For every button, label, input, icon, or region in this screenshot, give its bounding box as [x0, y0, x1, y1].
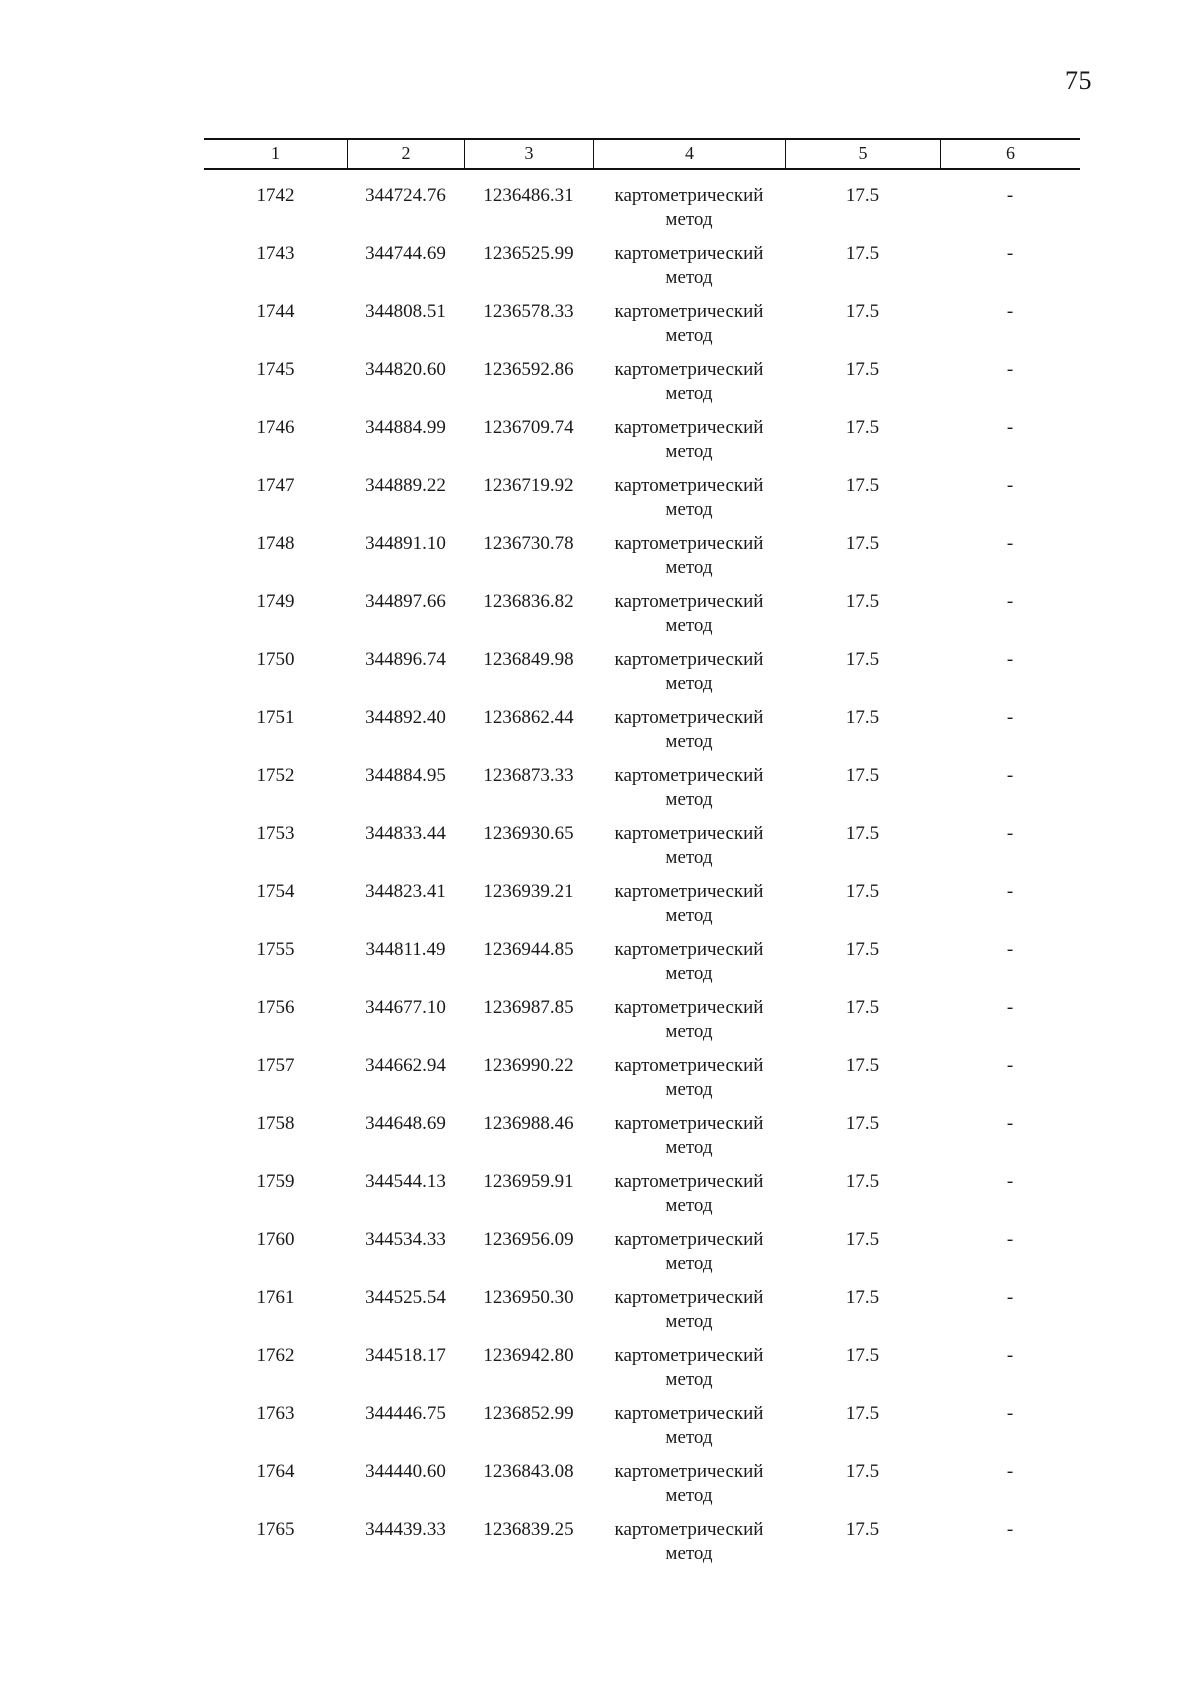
method-line-2: метод: [665, 499, 713, 520]
table-row: [204, 938, 1080, 996]
note-cell: -: [1006, 997, 1014, 1018]
precision-cell: 17.5: [845, 533, 880, 554]
method-cell: [593, 1170, 785, 1228]
x-coordinate-cell: 344662.94: [365, 1055, 446, 1076]
method-line-1: картометрический: [614, 707, 764, 728]
method-line-2: метод: [665, 209, 713, 230]
y-coordinate-cell: 1236843.08: [483, 1461, 574, 1482]
table-row: [204, 184, 1080, 242]
table-row: [204, 822, 1080, 880]
y-coordinate-cell: 1236987.85: [483, 997, 574, 1018]
point-number-cell: 1758: [256, 1113, 295, 1134]
column-header-2: 2: [347, 140, 464, 168]
table-row: [204, 416, 1080, 474]
method-cell: [593, 996, 785, 1054]
table-row: [204, 590, 1080, 648]
point-number-cell: 1747: [256, 475, 295, 496]
point-number-cell: 1743: [256, 243, 295, 264]
point-number-cell: 1744: [256, 301, 295, 322]
x-coordinate-cell: 344808.51: [365, 301, 446, 322]
method-line-2: метод: [665, 789, 713, 810]
table-row: [204, 764, 1080, 822]
x-coordinate-cell: 344744.69: [365, 243, 446, 264]
y-coordinate-cell: 1236709.74: [483, 417, 574, 438]
coordinates-table: [204, 138, 1080, 1576]
y-coordinate-cell: 1236836.82: [483, 591, 574, 612]
note-cell: -: [1006, 301, 1014, 322]
method-line-2: метод: [665, 383, 713, 404]
method-line-1: картометрический: [614, 1345, 764, 1366]
method-line-1: картометрический: [614, 765, 764, 786]
method-line-2: метод: [665, 325, 713, 346]
y-coordinate-cell: 1236950.30: [483, 1287, 574, 1308]
precision-cell: 17.5: [845, 417, 880, 438]
method-cell: [593, 1286, 785, 1344]
method-line-1: картометрический: [614, 939, 764, 960]
table-row: [204, 1228, 1080, 1286]
method-cell: [593, 880, 785, 938]
column-header-5: 5: [785, 140, 940, 168]
table-row: [204, 996, 1080, 1054]
method-cell: [593, 1402, 785, 1460]
point-number-cell: 1749: [256, 591, 295, 612]
table-row: [204, 532, 1080, 590]
method-line-2: метод: [665, 1137, 713, 1158]
method-line-1: картометрический: [614, 591, 764, 612]
method-line-1: картометрический: [614, 1055, 764, 1076]
point-number-cell: 1751: [256, 707, 295, 728]
method-line-2: метод: [665, 267, 713, 288]
y-coordinate-cell: 1236990.22: [483, 1055, 574, 1076]
method-line-1: картометрический: [614, 881, 764, 902]
method-cell: [593, 1518, 785, 1576]
method-cell: [593, 764, 785, 822]
x-coordinate-cell: 344897.66: [365, 591, 446, 612]
x-coordinate-cell: 344677.10: [365, 997, 446, 1018]
method-line-1: картометрический: [614, 533, 764, 554]
table-row: [204, 300, 1080, 358]
method-line-1: картометрический: [614, 649, 764, 670]
column-header-3: 3: [464, 140, 593, 168]
y-coordinate-cell: 1236578.33: [483, 301, 574, 322]
y-coordinate-cell: 1236988.46: [483, 1113, 574, 1134]
precision-cell: 17.5: [845, 301, 880, 322]
column-header-1: 1: [271, 143, 280, 163]
method-line-1: картометрический: [614, 185, 764, 206]
method-line-2: метод: [665, 1543, 713, 1564]
method-cell: [593, 1054, 785, 1112]
method-line-1: картометрический: [614, 417, 764, 438]
x-coordinate-cell: 344525.54: [365, 1287, 446, 1308]
precision-cell: 17.5: [845, 939, 880, 960]
point-number-cell: 1755: [256, 939, 295, 960]
x-coordinate-cell: 344724.76: [365, 185, 446, 206]
method-line-1: картометрический: [614, 1461, 764, 1482]
precision-cell: 17.5: [845, 881, 880, 902]
method-line-2: метод: [665, 615, 713, 636]
table-row: [204, 880, 1080, 938]
y-coordinate-cell: 1236852.99: [483, 1403, 574, 1424]
y-coordinate-cell: 1236959.91: [483, 1171, 574, 1192]
x-coordinate-cell: 344820.60: [365, 359, 446, 380]
note-cell: -: [1006, 185, 1014, 206]
x-coordinate-cell: 344534.33: [365, 1229, 446, 1250]
table-row: [204, 1054, 1080, 1112]
note-cell: -: [1006, 649, 1014, 670]
method-cell: [593, 416, 785, 474]
precision-cell: 17.5: [845, 243, 880, 264]
method-line-1: картометрический: [614, 823, 764, 844]
method-cell: [593, 242, 785, 300]
point-number-cell: 1752: [256, 765, 295, 786]
note-cell: -: [1006, 243, 1014, 264]
note-cell: -: [1006, 1171, 1014, 1192]
precision-cell: 17.5: [845, 1113, 880, 1134]
x-coordinate-cell: 344896.74: [365, 649, 446, 670]
method-cell: [593, 300, 785, 358]
method-line-2: метод: [665, 847, 713, 868]
x-coordinate-cell: 344823.41: [365, 881, 446, 902]
method-line-1: картометрический: [614, 1171, 764, 1192]
column-header-6: 6: [940, 140, 1080, 168]
table-row: [204, 1460, 1080, 1518]
table-row: [204, 1286, 1080, 1344]
note-cell: -: [1006, 591, 1014, 612]
precision-cell: 17.5: [845, 997, 880, 1018]
y-coordinate-cell: 1236839.25: [483, 1519, 574, 1540]
precision-cell: 17.5: [845, 649, 880, 670]
point-number-cell: 1753: [256, 823, 295, 844]
note-cell: -: [1006, 1403, 1014, 1424]
page-number: 75: [1065, 66, 1092, 95]
method-line-1: картометрический: [614, 475, 764, 496]
method-cell: [593, 822, 785, 880]
point-number-cell: 1764: [256, 1461, 295, 1482]
y-coordinate-cell: 1236930.65: [483, 823, 574, 844]
y-coordinate-cell: 1236486.31: [483, 185, 574, 206]
method-line-2: метод: [665, 731, 713, 752]
y-coordinate-cell: 1236873.33: [483, 765, 574, 786]
precision-cell: 17.5: [845, 1519, 880, 1540]
method-line-1: картометрический: [614, 1229, 764, 1250]
method-line-1: картометрический: [614, 301, 764, 322]
method-line-2: метод: [665, 1369, 713, 1390]
column-header-4: 4: [593, 140, 785, 168]
note-cell: -: [1006, 1287, 1014, 1308]
table-row: [204, 706, 1080, 764]
x-coordinate-cell: 344889.22: [365, 475, 446, 496]
method-cell: [593, 938, 785, 996]
table-row: [204, 474, 1080, 532]
x-coordinate-cell: 344811.49: [365, 939, 446, 960]
y-coordinate-cell: 1236942.80: [483, 1345, 574, 1366]
precision-cell: 17.5: [845, 359, 880, 380]
method-line-1: картометрический: [614, 1287, 764, 1308]
point-number-cell: 1750: [256, 649, 295, 670]
point-number-cell: 1754: [256, 881, 295, 902]
method-cell: [593, 590, 785, 648]
note-cell: -: [1006, 881, 1014, 902]
precision-cell: 17.5: [845, 1171, 880, 1192]
y-coordinate-cell: 1236525.99: [483, 243, 574, 264]
y-coordinate-cell: 1236592.86: [483, 359, 574, 380]
x-coordinate-cell: 344884.99: [365, 417, 446, 438]
method-line-2: метод: [665, 1021, 713, 1042]
method-line-2: метод: [665, 1427, 713, 1448]
point-number-cell: 1748: [256, 533, 295, 554]
note-cell: -: [1006, 1229, 1014, 1250]
method-cell: [593, 706, 785, 764]
note-cell: -: [1006, 823, 1014, 844]
x-coordinate-cell: 344648.69: [365, 1113, 446, 1134]
method-cell: [593, 184, 785, 242]
x-coordinate-cell: 344884.95: [365, 765, 446, 786]
note-cell: -: [1006, 1519, 1014, 1540]
method-line-2: метод: [665, 963, 713, 984]
method-line-2: метод: [665, 1311, 713, 1332]
method-cell: [593, 1228, 785, 1286]
method-line-2: метод: [665, 1253, 713, 1274]
note-cell: -: [1006, 765, 1014, 786]
table-row: [204, 1402, 1080, 1460]
y-coordinate-cell: 1236939.21: [483, 881, 574, 902]
table-row: [204, 242, 1080, 300]
method-cell: [593, 532, 785, 590]
point-number-cell: 1765: [256, 1519, 295, 1540]
x-coordinate-cell: 344891.10: [365, 533, 446, 554]
note-cell: -: [1006, 707, 1014, 728]
y-coordinate-cell: 1236956.09: [483, 1229, 574, 1250]
x-coordinate-cell: 344440.60: [365, 1461, 446, 1482]
note-cell: -: [1006, 1055, 1014, 1076]
method-line-2: метод: [665, 1485, 713, 1506]
method-line-1: картометрический: [614, 997, 764, 1018]
precision-cell: 17.5: [845, 1229, 880, 1250]
precision-cell: 17.5: [845, 1055, 880, 1076]
precision-cell: 17.5: [845, 823, 880, 844]
table-row: [204, 648, 1080, 706]
point-number-cell: 1759: [256, 1171, 295, 1192]
point-number-cell: 1761: [256, 1287, 295, 1308]
note-cell: -: [1006, 1461, 1014, 1482]
precision-cell: 17.5: [845, 1461, 880, 1482]
precision-cell: 17.5: [845, 185, 880, 206]
precision-cell: 17.5: [845, 707, 880, 728]
note-cell: -: [1006, 1113, 1014, 1134]
method-line-1: картометрический: [614, 1113, 764, 1134]
point-number-cell: 1742: [256, 185, 295, 206]
table-row: [204, 1518, 1080, 1576]
y-coordinate-cell: 1236862.44: [483, 707, 574, 728]
note-cell: -: [1006, 359, 1014, 380]
method-line-1: картометрический: [614, 359, 764, 380]
note-cell: -: [1006, 1345, 1014, 1366]
point-number-cell: 1762: [256, 1345, 295, 1366]
precision-cell: 17.5: [845, 765, 880, 786]
method-line-2: метод: [665, 441, 713, 462]
method-line-1: картометрический: [614, 1403, 764, 1424]
method-cell: [593, 1112, 785, 1170]
method-line-2: метод: [665, 1079, 713, 1100]
method-line-1: картометрический: [614, 243, 764, 264]
method-line-2: метод: [665, 673, 713, 694]
method-cell: [593, 1460, 785, 1518]
method-cell: [593, 358, 785, 416]
note-cell: -: [1006, 475, 1014, 496]
method-line-1: картометрический: [614, 1519, 764, 1540]
precision-cell: 17.5: [845, 591, 880, 612]
method-line-2: метод: [665, 905, 713, 926]
table-row: [204, 1344, 1080, 1402]
y-coordinate-cell: 1236944.85: [483, 939, 574, 960]
point-number-cell: 1760: [256, 1229, 295, 1250]
note-cell: -: [1006, 533, 1014, 554]
y-coordinate-cell: 1236730.78: [483, 533, 574, 554]
point-number-cell: 1763: [256, 1403, 295, 1424]
method-cell: [593, 648, 785, 706]
y-coordinate-cell: 1236719.92: [483, 475, 574, 496]
point-number-cell: 1745: [256, 359, 295, 380]
precision-cell: 17.5: [845, 1403, 880, 1424]
note-cell: -: [1006, 939, 1014, 960]
table-row: [204, 1170, 1080, 1228]
table-row: [204, 358, 1080, 416]
table-header-row: [204, 138, 1080, 170]
x-coordinate-cell: 344518.17: [365, 1345, 446, 1366]
precision-cell: 17.5: [845, 1287, 880, 1308]
method-line-2: метод: [665, 1195, 713, 1216]
precision-cell: 17.5: [845, 475, 880, 496]
table-row: [204, 1112, 1080, 1170]
table-body: [204, 184, 1080, 1576]
note-cell: -: [1006, 417, 1014, 438]
method-cell: [593, 1344, 785, 1402]
point-number-cell: 1757: [256, 1055, 295, 1076]
y-coordinate-cell: 1236849.98: [483, 649, 574, 670]
x-coordinate-cell: 344439.33: [365, 1519, 446, 1540]
method-cell: [593, 474, 785, 532]
x-coordinate-cell: 344446.75: [365, 1403, 446, 1424]
x-coordinate-cell: 344833.44: [365, 823, 446, 844]
point-number-cell: 1756: [256, 997, 295, 1018]
precision-cell: 17.5: [845, 1345, 880, 1366]
point-number-cell: 1746: [256, 417, 295, 438]
method-line-2: метод: [665, 557, 713, 578]
x-coordinate-cell: 344544.13: [365, 1171, 446, 1192]
x-coordinate-cell: 344892.40: [365, 707, 446, 728]
